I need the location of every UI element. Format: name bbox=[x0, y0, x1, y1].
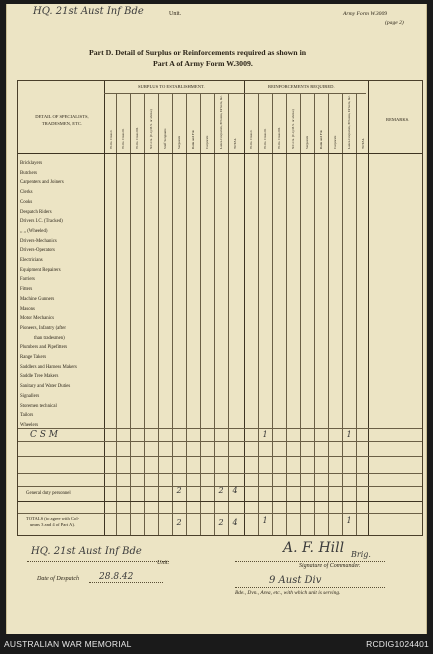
csm-reinf-wo1: 1 bbox=[262, 430, 268, 439]
tot-sergeants: 2 bbox=[176, 518, 182, 527]
sig-unit-handwritten: HQ. 21st Aust Inf Bde bbox=[31, 546, 142, 557]
specialist-row-label: Drivers-Mechanics bbox=[20, 238, 57, 244]
specialist-row-label: Pioneers, Infantry (after bbox=[20, 325, 66, 331]
reinf-col-header: W.Os. Class III. bbox=[277, 127, 281, 149]
surplus-col-header: Lance-Corporals, Privates, Drivers, &c. bbox=[219, 95, 223, 149]
surplus-col-header: N.C.Os. (C.Q.M.S. or above) bbox=[149, 109, 153, 149]
specialist-row-label: Signallers bbox=[20, 393, 40, 399]
specialist-row-label: Masons bbox=[20, 306, 35, 312]
despatch-label: Date of Despatch bbox=[37, 576, 79, 582]
reinf-col-header: N.C.Os. (C.Q.M.S. or above) bbox=[291, 109, 295, 149]
surplus-col-header: TOTAL bbox=[233, 138, 237, 149]
footer-left: AUSTRALIAN WAR MEMORIAL bbox=[4, 639, 132, 649]
specialist-row-label: Clerks bbox=[20, 190, 33, 196]
specialist-row-label: Saddlers and Harness Makers bbox=[20, 364, 77, 370]
surplus-group-header: SURPLUS TO ESTABLISHMENT. bbox=[138, 84, 205, 89]
reinf-col-header: Sergeants bbox=[305, 135, 309, 149]
reinf-col-header: W.Os. Class II. bbox=[263, 128, 267, 149]
totals-label-1: TOTALS (to agree with Col- bbox=[26, 516, 80, 521]
tot-reinf-wo1: 1 bbox=[262, 516, 268, 525]
surplus-col-header: Staff Sergeants bbox=[163, 128, 167, 149]
tot-lance-cpl: 2 bbox=[218, 518, 224, 527]
surplus-col-header: Rank and File bbox=[191, 129, 195, 149]
specialist-row-label: Machine Gunners bbox=[20, 296, 55, 302]
commander-label: Signature of Commander. bbox=[299, 563, 361, 569]
specialists-header: DETAIL OF SPECIALISTS, TRADESMEN, ETC. bbox=[35, 114, 89, 126]
despatch-rule bbox=[89, 582, 163, 583]
specialist-row-label: Sanitary and Water Duties bbox=[20, 384, 71, 390]
specialist-row-label: Equipment Repairers bbox=[20, 267, 61, 273]
specialist-row-label: Despatch Riders bbox=[20, 209, 52, 215]
totals-label-2: umns 3 and 4 of Part A). bbox=[30, 522, 76, 527]
general-duty-label: General duty personnel bbox=[26, 491, 71, 496]
reinf-col-header: Lance-Corporals, Privates, Drivers, &c. bbox=[347, 95, 351, 149]
csm-row-label: C S M bbox=[30, 430, 58, 440]
part-title-line2: Part A of Army Form W.3009. bbox=[153, 59, 253, 68]
specialist-row-label: ,, ,, (Wheeled) bbox=[20, 228, 48, 234]
reinforcements-group-header: REINFORCEMENTS REQUIRED. bbox=[268, 84, 335, 89]
specialist-row-label: Fitters bbox=[20, 287, 33, 293]
surplus-col-header: W.Os. Class I. bbox=[109, 129, 113, 149]
part-title-line1: Part D. Detail of Surplus or Reinforcements required as shown in bbox=[89, 48, 307, 57]
formation-rule bbox=[235, 587, 385, 588]
despatch-date: 28.8.42 bbox=[99, 572, 134, 582]
specialist-row-label: Range Takers bbox=[20, 355, 47, 360]
surplus-col-header: W.Os. Class III. bbox=[135, 127, 139, 149]
remarks-header: REMARKS. bbox=[386, 117, 410, 122]
csm-reinf-total: 1 bbox=[346, 430, 352, 439]
form-name: Army Form W.3009 bbox=[343, 11, 388, 17]
tot-surplus-total: 4 bbox=[232, 518, 238, 527]
gd-total: 4 bbox=[232, 486, 238, 495]
specialist-row-label: Storemen technical bbox=[20, 403, 57, 409]
surplus-col-header: Sergeants bbox=[177, 135, 181, 149]
commander-rank: Brig. bbox=[351, 550, 371, 559]
gd-lance-cpl: 2 bbox=[218, 486, 224, 495]
sig-unit-label: Unit. bbox=[157, 560, 170, 566]
reinf-col-header: Corporals bbox=[333, 135, 337, 149]
page-number: (page 2) bbox=[385, 20, 404, 26]
specialist-row-label: Tailors bbox=[20, 413, 34, 419]
archive-footer bbox=[0, 634, 433, 654]
specialist-row-label: Farriers bbox=[20, 277, 35, 283]
gd-sergeants: 2 bbox=[176, 486, 182, 495]
specialist-row-label: Motor Mechanics bbox=[20, 316, 54, 322]
reinf-col-header: Rank and File bbox=[319, 129, 323, 149]
tot-reinf-total: 1 bbox=[346, 516, 352, 525]
formation-handwritten: 9 Aust Div bbox=[269, 575, 322, 586]
footer-right: RCDIG1024401 bbox=[366, 639, 429, 649]
specialist-row-label: Drivers I.C. (Tracked) bbox=[20, 219, 63, 225]
unit-handwritten: HQ. 21st Aust Inf Bde bbox=[33, 6, 144, 17]
specialist-row-label: than tradesmen) bbox=[34, 335, 65, 341]
reinf-col-header: TOTAL bbox=[361, 138, 365, 149]
specialist-row-label: Wheelers bbox=[20, 422, 39, 428]
specialist-row-label: Carpenters and Joiners bbox=[20, 180, 64, 186]
signature-rule-2 bbox=[235, 561, 385, 562]
specialist-row-label: Bricklayers bbox=[20, 161, 43, 166]
form-page bbox=[6, 4, 427, 634]
detail-table bbox=[17, 80, 423, 536]
specialist-row-label: Saddle Tree Makers bbox=[20, 374, 59, 380]
specialist-row-label: Butchers bbox=[20, 170, 38, 176]
specialist-row-label: Drivers-Operators bbox=[20, 248, 55, 254]
reinf-col-header: W.Os. Class I. bbox=[249, 129, 253, 149]
surplus-col-header: W.Os. Class II. bbox=[121, 128, 125, 149]
commander-signature: A. F. Hill bbox=[283, 540, 345, 556]
specialist-row-label: Electricians bbox=[20, 258, 43, 263]
specialist-row-label: Plumbers and Pipefitters bbox=[20, 345, 68, 351]
unit-label: Unit. bbox=[169, 11, 182, 17]
specialist-row-label: Cooks bbox=[20, 199, 33, 205]
formation-label: Bde., Dvn., Area, etc., with which unit is serving. bbox=[235, 590, 341, 596]
surplus-col-header: Corporals bbox=[205, 135, 209, 149]
signature-rule-1 bbox=[27, 561, 169, 562]
